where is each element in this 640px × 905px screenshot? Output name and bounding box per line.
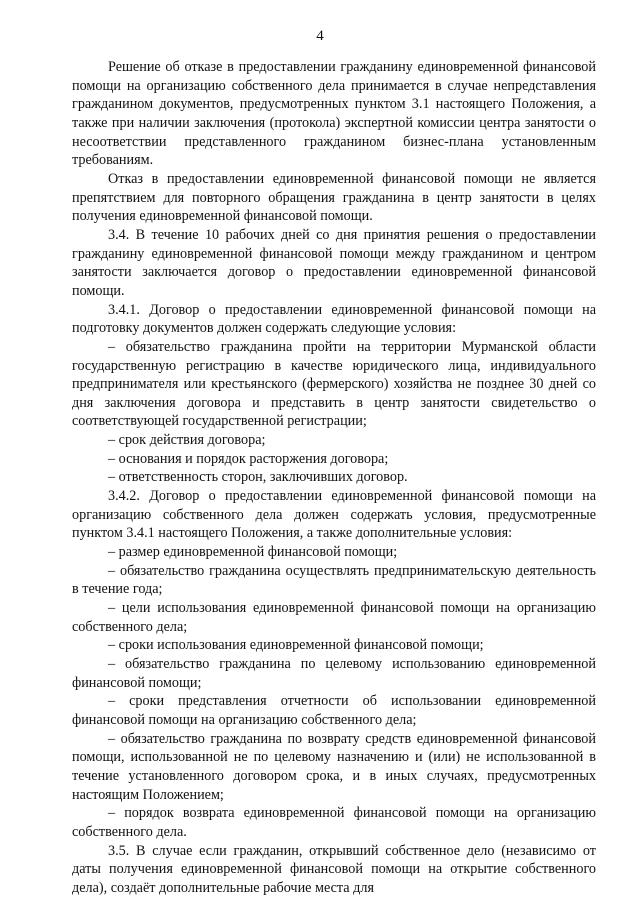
list-item: – обязательство гражданина по возврату средств единовременной финансовой помощи, использованной не по целевому назначению и (или) не использованной в течение установленного договором срока, и в иных случаях, предусмотренных настоящим Положением; — [72, 730, 596, 803]
list-item: – сроки представления отчетности об использовании единовременной финансовой помощи на организацию собственного дела; — [72, 693, 596, 728]
paragraph-3-5: 3.5. В случае если гражданин, открывший собственное дело (независимо от даты получения единовременной финансовой помощи на открытие собственного дела), создаёт дополнительные рабочие места для — [72, 842, 596, 896]
paragraph-3-4: 3.4. В течение 10 рабочих дней со дня принятия решения о предоставлении гражданину единовременной финансовой помощи между гражданином и центром занятости заключается договор о предоставлении единовременной финансовой помощи. — [72, 226, 596, 299]
list-item: – ответственность сторон, заключивших договор. — [108, 469, 408, 486]
list-item: – сроки использования единовременной финансовой помощи; — [108, 637, 484, 654]
page-number: 4 — [316, 28, 324, 44]
list-item: – срок действия договора; — [108, 432, 266, 449]
list-item: – обязательство гражданина осуществлять предпринимательскую деятельность в течение года; — [72, 562, 596, 598]
list-item: – основания и порядок расторжения договора; — [108, 450, 389, 467]
list-item: – размер единовременной финансовой помощи; — [108, 544, 398, 561]
paragraph-refusal-decision: Решение об отказе в предоставлении гражданину единовременной финансовой помощи на организацию собственного дела принимается в случае непредставления гражданином документов, предусмотренных пунктом 3.1 настоящего Положения, а также при наличии заключения (протокола) экспертной комиссии центра занятости о несоответствии представленного гражданином бизнес-плана установленным требованиям. — [72, 59, 596, 169]
list-item: – обязательство гражданина пройти на территории Мурманской области государственную регистрацию в качестве юридического лица, индивидуального предпринимателя или крестьянского (фермерского) хозяйства не позднее 30 дней со дня заключения договора и представить в центр занятости свидетельство о соответствующей государственной регистрации; — [72, 338, 596, 430]
list-item: – цели использования единовременной финансовой помощи на организацию собственного дела; — [72, 600, 596, 635]
paragraph-refusal-not-obstacle: Отказ в предоставлении единовременной финансовой помощи не является препятствием для повторного обращения гражданина в центр занятости в целях получения единовременной финансовой помощи. — [72, 170, 596, 225]
paragraph-3-4-2: 3.4.2. Договор о предоставлении единовременной финансовой помощи на организацию собственного дела должен содержать условия, предусмотренные пунктом 3.4.1 настоящего Положения, а также дополнительные условия: — [72, 488, 596, 542]
paragraph-3-4-1: 3.4.1. Договор о предоставлении единовременной финансовой помощи на подготовку документов должен содержать следующие условия: — [72, 301, 596, 337]
list-item: – порядок возврата единовременной финансовой помощи на организацию собственного дела. — [72, 805, 596, 840]
document-body — [72, 58, 596, 898]
list-item: – обязательство гражданина по целевому использованию единовременной финансовой помощи; — [72, 656, 596, 691]
